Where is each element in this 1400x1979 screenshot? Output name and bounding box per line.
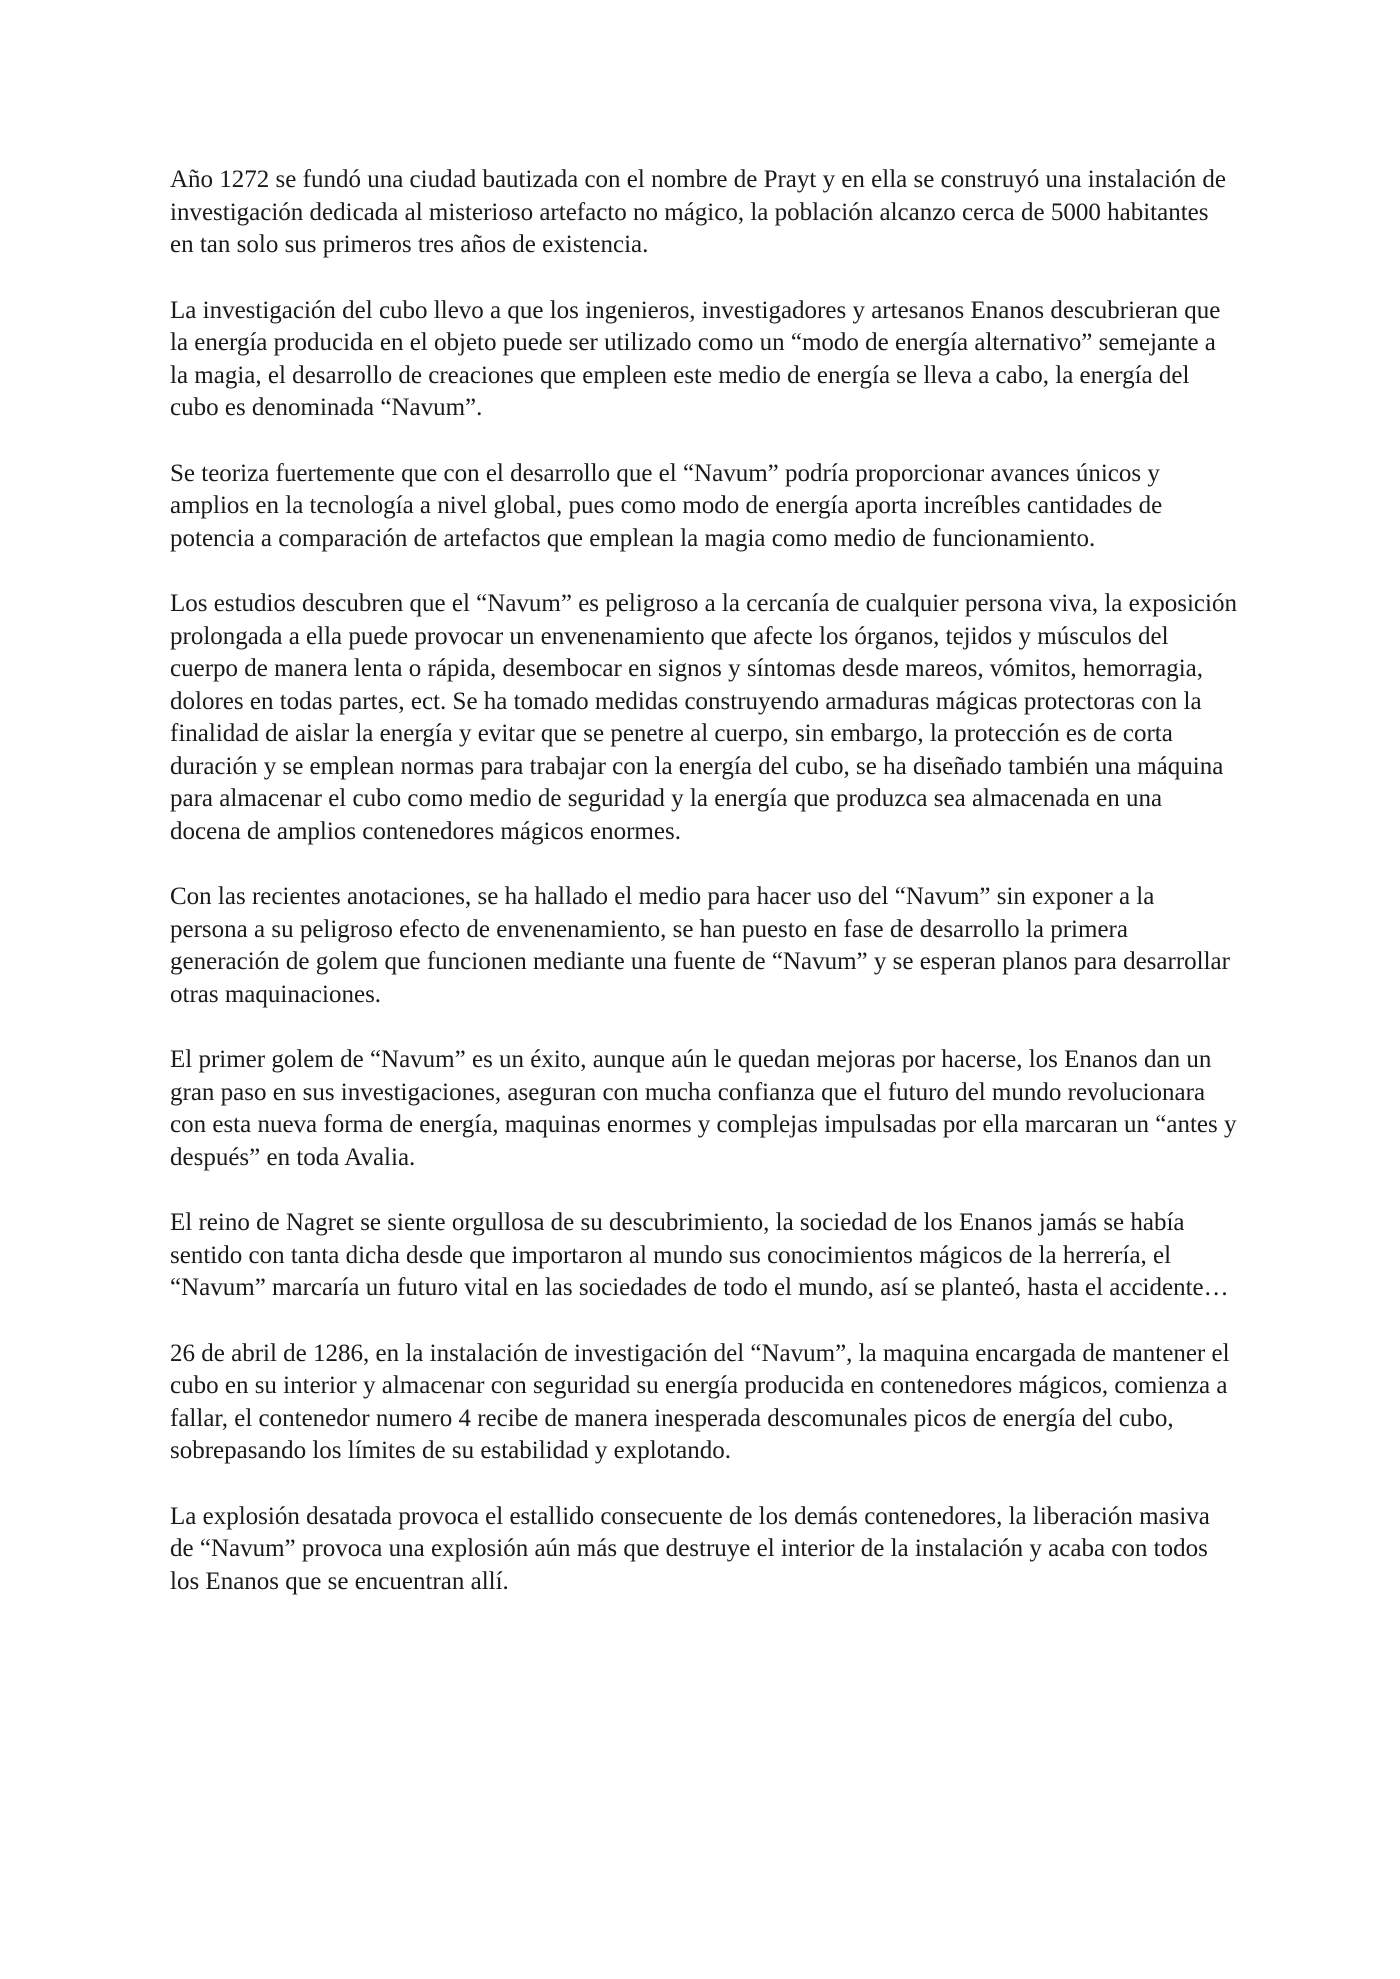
paragraph-explosion: La explosión desatada provoca el estallido consecuente de los demás contenedores, la liberación masiva de “Navum” provoca una explosión aún más que destruye el interior de la instalación y acaba con todos los Enanos que se encuentran allí. [170, 1502, 1210, 1595]
paragraph-first-golem: El primer golem de “Navum” es un éxito, aunque aún le quedan mejoras por hacerse, los Enanos dan un gran paso en sus investigaciones, aseguran con mucha confianza que el futuro del mundo revolucionara con esta nueva forma de energía, maquinas enormes y complejas impulsadas por ella marcaran un “antes y después” en toda Avalia. [170, 1046, 1237, 1171]
paragraph-nagret-pride: El reino de Nagret se siente orgullosa de su descubrimiento, la sociedad de los Enanos jamás se había sentido con tanta dicha desde que importaron al mundo sus conocimientos mágicos de la herrería, el “Navum” marcaría un futuro vital en las sociedades de todo el mundo, así se planteó, hasta el accidente… [170, 1209, 1229, 1301]
paragraph-cube-research: La investigación del cubo llevo a que los ingenieros, investigadores y artesanos Enanos descubrieran que la energía producida en el objeto puede ser utilizado como un “modo de energía alternativo” semejante a la magia, el desarrollo de creaciones que empleen este medio de energía se lleva a cabo, la energía del cubo es denominada “Navum”. [170, 296, 1221, 421]
paragraph-prayt-founding: Año 1272 se fundó una ciudad bautizada con el nombre de Prayt y en ella se construyó una instalación de investigación dedicada al misterioso artefacto no mágico, la población alcanzo cerca de 5000 habitantes en tan solo sus primeros tres años de existencia. [170, 166, 1226, 258]
paragraph-golem-development: Con las recientes anotaciones, se ha hallado el medio para hacer uso del “Navum” sin exponer a la persona a su peligroso efecto de envenenamiento, se han puesto en fase de desarrollo la primera generación de golem que funcionen mediante una fuente de “Navum” y se esperan planos para desarrollar otras maquinaciones. [170, 883, 1230, 1008]
paragraph-navum-theory: Se teoriza fuertemente que con el desarrollo que el “Navum” podría proporcionar avances únicos y amplios en la tecnología a nivel global, pues como modo de energía aporta increíbles cantidades de potencia a comparación de artefactos que emplean la magia como medio de funcionamiento. [170, 459, 1163, 552]
paragraph-navum-danger: Los estudios descubren que el “Navum” es peligroso a la cercanía de cualquier persona viva, la exposición prolongada a ella puede provocar un envenenamiento que afecte los órganos, tejidos y músculos del cuerpo de manera lenta o rápida, desembocar en signos y síntomas desde mareos, vómitos, hemorragia, dolores en todas partes, ect. Se ha tomado medidas construyendo armaduras mágicas protectoras con la finalidad de aislar la energía y evitar que se penetre al cuerpo, sin embargo, la protección es de corta duración y se emplean normas para trabajar con la energía del cubo, se ha diseñado también una máquina para almacenar el cubo como medio de seguridad y la energía que produzca sea almacenada en una docena de amplios contenedores mágicos enormes. [170, 590, 1237, 845]
paragraph-accident: 26 de abril de 1286, en la instalación de investigación del “Navum”, la maquina encargada de mantener el cubo en su interior y almacenar con seguridad su energía producida en contenedores mágicos, comienza a fallar, el contenedor numero 4 recibe de manera inesperada descomunales picos de energía del cubo, sobrepasando los límites de su estabilidad y explotando. [170, 1339, 1230, 1464]
document-body [170, 164, 1238, 1631]
